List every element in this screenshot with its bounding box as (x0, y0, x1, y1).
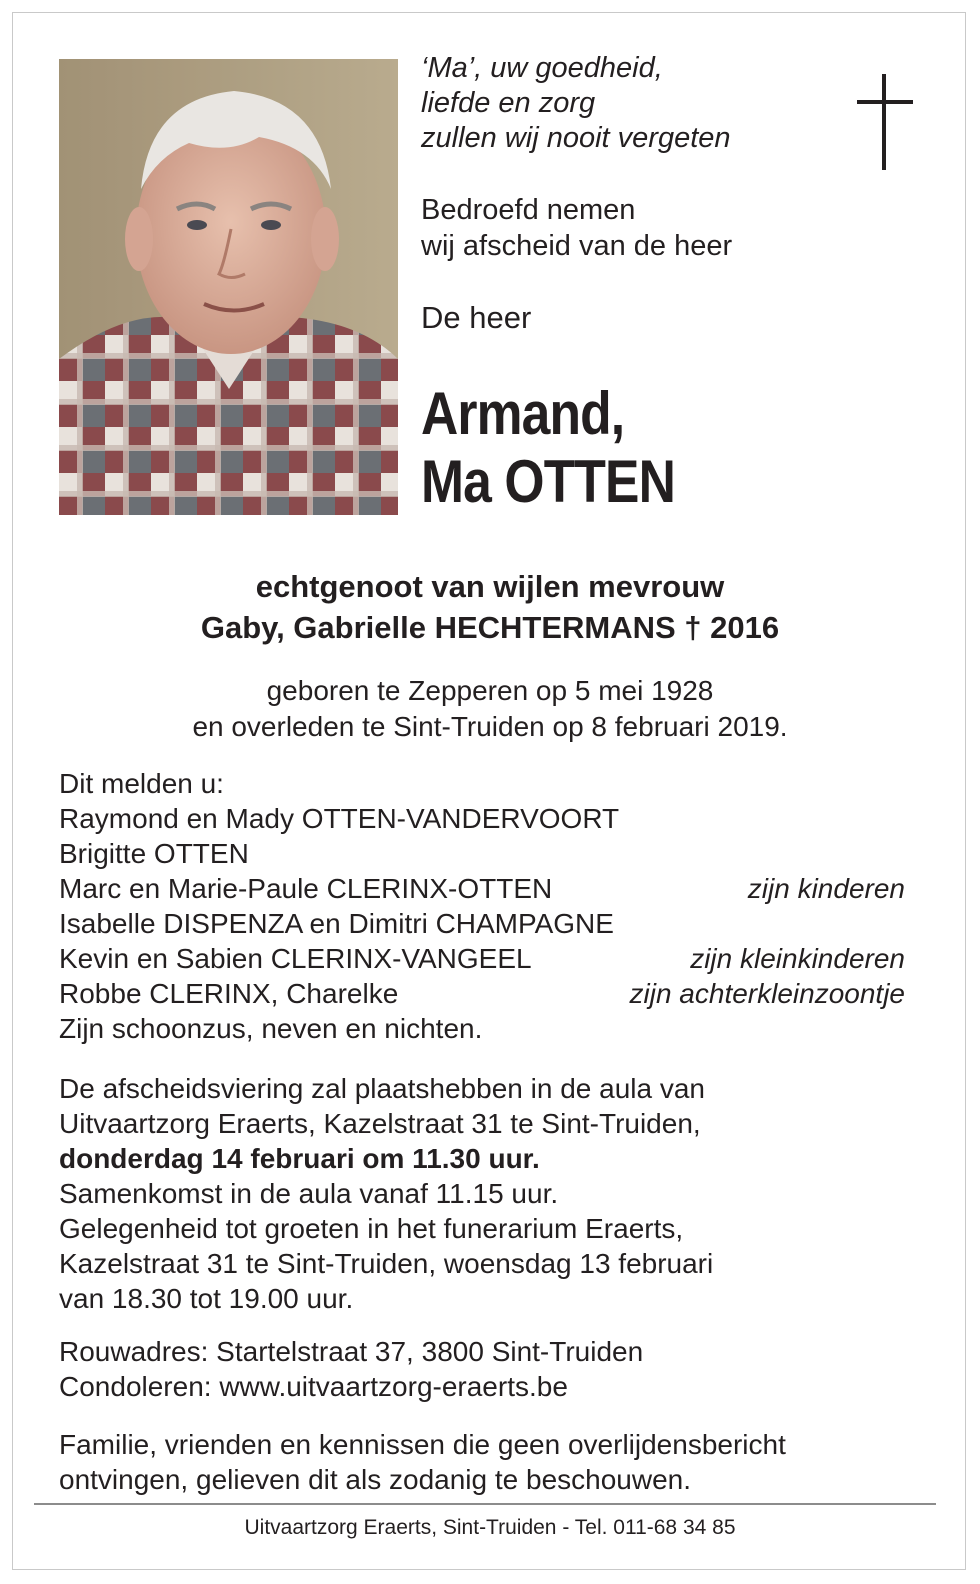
service-line: De afscheidsviering zal plaatshebben in de aula van (59, 1073, 705, 1104)
birth-line: geboren te Zepperen op 5 mei 1928 (266, 675, 714, 706)
divider (34, 1503, 936, 1505)
list-item (59, 1011, 905, 1046)
deceased-title: De heer (421, 300, 532, 335)
family-names: Raymond en Mady OTTEN-VANDERVOORT (59, 803, 620, 834)
service-details (59, 1071, 919, 1316)
intro-text (421, 192, 732, 264)
list-item (59, 906, 905, 941)
closing-line: ontvingen, gelieven dit als zodanig te beschouwen. (59, 1464, 691, 1495)
motto-quote (421, 51, 731, 156)
list-item (59, 941, 905, 976)
family-role: zijn kinderen (747, 873, 905, 904)
motto-line: liefde en zorg (421, 87, 596, 119)
list-item (59, 801, 905, 836)
family-names: Isabelle DISPENZA en Dimitri CHAMPAGNE (59, 908, 614, 939)
condolence-link[interactable]: Condoleren: www.uitvaartzorg-eraerts.be (59, 1371, 568, 1402)
service-line: Gelegenheid tot groeten in het funerarium Eraerts, (59, 1213, 684, 1244)
family-names: Robbe CLERINX, Charelke (59, 978, 399, 1009)
deceased-name (421, 380, 675, 516)
family-role: zijn kleinkinderen (690, 943, 905, 974)
list-item (59, 871, 905, 906)
family-names: Brigitte OTTEN (59, 838, 249, 869)
service-line: Uitvaartzorg Eraerts, Kazelstraat 31 te Sint-Truiden, (59, 1108, 701, 1139)
family-names: Zijn schoonzus, neven en nichten. (59, 1013, 483, 1044)
closing-line: Familie, vrienden en kennissen die geen overlijdensbericht (59, 1429, 786, 1460)
family-names: Marc en Marie-Paule CLERINX-OTTEN (59, 873, 553, 904)
mourning-address: Rouwadres: Startelstraat 37, 3800 Sint-Truiden (59, 1336, 644, 1367)
service-line: Kazelstraat 31 te Sint-Truiden, woensdag 13 februari (59, 1248, 714, 1279)
spouse-line1: echtgenoot van wijlen mevrouw (255, 569, 725, 604)
funeral-home-footer: Uitvaartzorg Eraerts, Sint-Truiden - Tel. 011-68 34 85 (244, 1516, 736, 1539)
list-item (59, 766, 905, 801)
spouse-info (0, 566, 980, 648)
family-role: zijn achterkleinzoontje (629, 978, 905, 1009)
closing-note (59, 1427, 786, 1497)
motto-line: zullen wij nooit vergeten (421, 122, 731, 154)
portrait-photo (59, 59, 398, 515)
family-list (59, 766, 905, 1046)
list-item (59, 836, 905, 871)
life-dates (0, 673, 980, 745)
contact-details (59, 1334, 643, 1404)
death-line: en overleden te Sint-Truiden op 8 februari 2019. (192, 711, 788, 742)
intro-line: wij afscheid van de heer (421, 230, 733, 262)
list-item (59, 976, 905, 1011)
family-names: Dit melden u: (59, 768, 224, 799)
service-line: Samenkomst in de aula vanaf 11.15 uur. (59, 1178, 559, 1209)
family-names: Kevin en Sabien CLERINX-VANGEEL (59, 943, 532, 974)
deceased-name-line1: Armand, (421, 380, 625, 447)
service-line: van 18.30 tot 19.00 uur. (59, 1283, 354, 1314)
cross-icon (857, 74, 913, 170)
deceased-name-line2: Ma OTTEN (421, 448, 675, 515)
service-datetime: donderdag 14 februari om 11.30 uur. (59, 1143, 540, 1174)
intro-line: Bedroefd nemen (421, 194, 636, 226)
spouse-line2: Gaby, Gabrielle HECHTERMANS † 2016 (200, 610, 780, 645)
motto-line: ‘Ma’, uw goedheid, (421, 52, 663, 84)
